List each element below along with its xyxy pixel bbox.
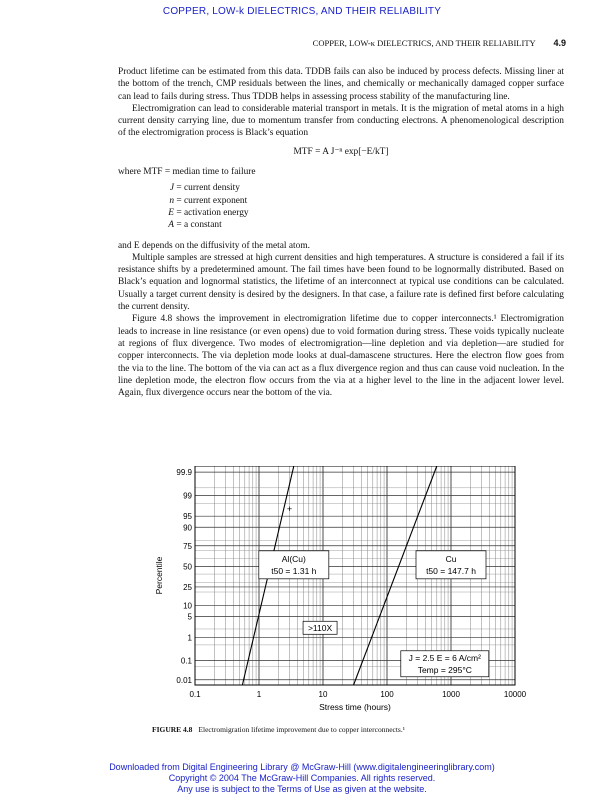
download-banner: COPPER, LOW-k DIELECTRICS, AND THEIR RELIABILITY bbox=[162, 6, 442, 17]
y-tick-label: 99.9 bbox=[176, 468, 192, 478]
y-tick-label: 0.1 bbox=[180, 656, 192, 666]
blacks-equation: MTF = A J⁻ⁿ exp[−E/kT] bbox=[293, 146, 389, 157]
page-number: 4.9 bbox=[553, 38, 566, 48]
x-tick-label: 1000 bbox=[442, 690, 460, 699]
y-tick-label: 95 bbox=[183, 512, 192, 522]
running-head-title: COPPER, LOW-κ DIELECTRICS, AND THEIR RELIABILITY bbox=[312, 38, 536, 48]
definition-item: E = activation energy bbox=[168, 207, 249, 218]
current-density-label: J = 2.5 E = 6 A/cm² bbox=[408, 652, 481, 663]
paragraph-diffusivity: and E depends on the diffusivity of the metal atom. bbox=[118, 240, 310, 251]
definition-item: n = current exponent bbox=[169, 195, 248, 206]
running-head bbox=[313, 38, 566, 48]
y-tick-label: 90 bbox=[183, 523, 192, 533]
footer-terms-link[interactable]: Any use is subject to the Terms of Use as given at the website. bbox=[177, 784, 427, 794]
body-text bbox=[118, 66, 564, 399]
x-tick-label: 10000 bbox=[503, 690, 527, 699]
figure-caption bbox=[152, 725, 405, 734]
where-line: where MTF = median time to failure bbox=[118, 167, 256, 178]
y-tick-label: 25 bbox=[183, 582, 192, 592]
footer-download-link[interactable]: Downloaded from Digital Engineering Library @ McGraw-Hill (www.digitalengineeringlibrary.com) bbox=[109, 762, 495, 772]
x-tick-label: 100 bbox=[380, 690, 394, 699]
definition-item: J = current density bbox=[169, 183, 240, 194]
x-tick-label: 0.1 bbox=[189, 690, 201, 699]
definition-item: A = a constant bbox=[168, 220, 222, 231]
x-tick-label: 10 bbox=[318, 690, 328, 699]
definition-list bbox=[118, 182, 564, 231]
footer-copyright: Copyright © 2004 The McGraw-Hill Companies. All rights reserved. bbox=[168, 773, 436, 783]
x-axis-title: Stress time (hours) bbox=[319, 702, 391, 712]
page-footer bbox=[0, 762, 604, 795]
alcu-t50-label: t50 = 1.31 h bbox=[271, 565, 317, 576]
paragraph-electromigration: Electromigration can lead to considerable material transport in metals. It is the migration of metal atoms in a high current density carrying line, due to momentum transfer from conducting electrons. A phenomenological description of the electromigration process is Black’s equation bbox=[118, 103, 564, 139]
y-tick-label: 99 bbox=[183, 491, 192, 501]
temperature-label: Temp = 295°C bbox=[417, 664, 472, 675]
paragraph-tddb: Product lifetime can be estimated from this data. TDDB fails can also be induced by process defects. Missing liner at the bottom of the trench, CMP residuals between the lines, and chemically or mechanically damaged copper surface can lead to fails during stress. Thus TDDB helps in assessing process stability of the manufacturing line. bbox=[118, 67, 564, 102]
electromigration-chart bbox=[150, 466, 550, 721]
paragraph-samples: Multiple samples are stressed at high current densities and high temperatures. A structure is considered a fail if its resistance shifts by a predetermined amount. The fail times have been found to be lognormally distributed. Based on Black’s equation and lognormal statistics, the lifetime of an interconnect at typical use conditions can be calculated. Usually a target current density is desired by the designers. In that case, a failure rate is defined first before calculating the current density. bbox=[118, 252, 564, 313]
figure-caption-text: Electromigration lifetime improvement due to copper interconnects.¹ bbox=[198, 725, 405, 734]
y-tick-label: 0.01 bbox=[176, 675, 192, 685]
y-tick-label: 5 bbox=[187, 612, 192, 622]
x-tick-label: 1 bbox=[256, 690, 262, 699]
y-tick-label: 50 bbox=[183, 562, 192, 572]
y-tick-label: 75 bbox=[183, 541, 192, 551]
cu-label: Cu bbox=[445, 553, 457, 564]
y-tick-label: 1 bbox=[187, 633, 192, 643]
y-axis-title: Percentile bbox=[154, 556, 164, 595]
cu-t50-label: t50 = 147.7 h bbox=[426, 565, 476, 576]
alcu-label: Al(Cu) bbox=[281, 553, 306, 564]
improvement-label: >110X bbox=[307, 622, 333, 633]
figure-label: FIGURE 4.8 bbox=[152, 725, 193, 734]
y-tick-label: 10 bbox=[183, 601, 192, 611]
paragraph-figure-ref: Figure 4.8 shows the improvement in electromigration lifetime due to copper interconnects.¹ Electromigration leads to increase in line resistance (or even opens) due to void formation during stress. These voids typically nucleate at regions of flux divergence. Two modes of electromigration—line depletion and via depletion—are studied for copper interconnects. The via depletion mode looks at dual-damascene structures. Here the electron flow goes from the via to the line. The bottom of the via can act as a flux divergence region and thus can cause void nucleation. In the line depletion mode, the electron flow occurs from the via at a higher level to the line in the adjacent lower level. Again, flux divergence occurs near the bottom of the via. bbox=[118, 314, 564, 399]
data-marker: + bbox=[286, 503, 293, 514]
